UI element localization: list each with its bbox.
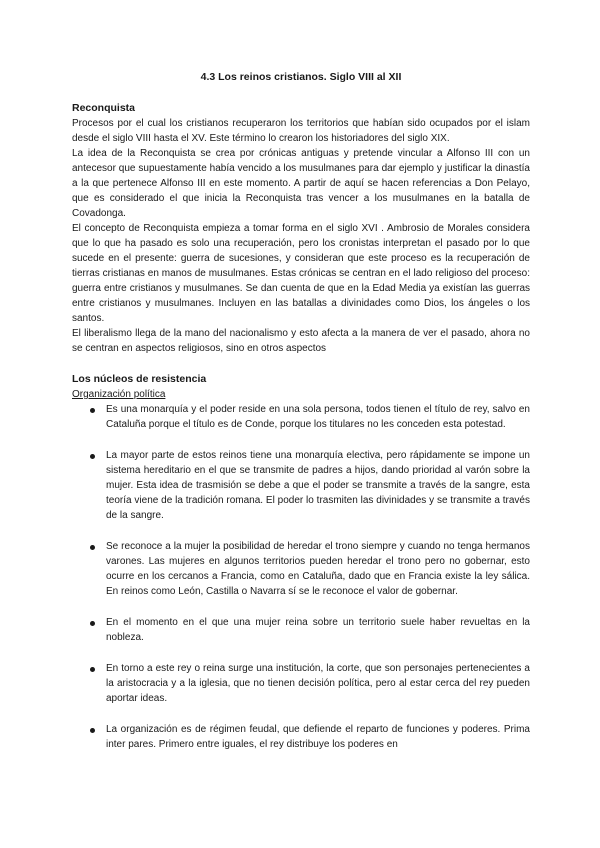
list-item <box>72 615 530 645</box>
bullet-icon <box>90 408 95 413</box>
bullet-list <box>72 402 530 752</box>
subheading-organizacion-politica: Organización política <box>72 389 166 400</box>
bullet-icon <box>90 545 95 550</box>
list-item <box>72 448 530 523</box>
list-item <box>72 661 530 706</box>
document-page <box>72 70 530 768</box>
paragraph: El liberalismo llega de la mano del nacionalismo y esto afecta a la manera de ver el pasado, ahora no se centran en aspectos religiosos, sino en otros aspectos <box>72 328 530 354</box>
list-item <box>72 402 530 432</box>
list-item <box>72 722 530 752</box>
list-item-text: La organización es de régimen feudal, que defiende el reparto de funciones y poderes. Prima inter pares. Primero entre iguales, el rey distribuye los poderes en <box>106 724 530 750</box>
paragraph: Procesos por el cual los cristianos recuperaron los territorios que habían sido ocupados por el islam desde el siglo VIII hasta el XV. Este término lo crearon los historiadores del siglo XIX. <box>72 118 530 144</box>
paragraph: El concepto de Reconquista empieza a tomar forma en el siglo XVI . Ambrosio de Morales considera que lo que ha pasado es solo una recuperación, pero los cronistas interpretan el pasado por lo que sucede en el presente: guerra de sucesiones, y consideran que este proceso es la recuperación de tierras cristianas en manos de musulmanes. Estas crónicas se centran en el lado religioso del proceso: guerra entre cristianos y musulmanes. Se dan cuenta de que en la Edad Media ya existían las guerras entre cristianos y musulmanes. Incluyen en las batallas a divinidades como Dios, los ángeles o los santos. <box>72 223 530 324</box>
bullet-icon <box>90 621 95 626</box>
section-heading-nucleos: Los núcleos de resistencia <box>72 373 207 385</box>
bullet-icon <box>90 728 95 733</box>
list-item-text: Es una monarquía y el poder reside en una sola persona, todos tienen el título de rey, salvo en Cataluña porque el título es de Conde, porque los titulares no les conceden esta potestad. <box>106 404 530 430</box>
list-item <box>72 539 530 599</box>
list-item-text: La mayor parte de estos reinos tiene una monarquía electiva, pero rápidamente se impone un sistema hereditario en el que se transmite de padres a hijos, dando prioridad al varón sobre la mujer. Esta idea de trasmisión se debe a que el poder se transmite a través de la sangre, esta teoría viene de la tradición romana. El poder lo trasmiten las divinidades y se transmite a través de la sangre. <box>106 450 530 521</box>
paragraph: La idea de la Reconquista se crea por crónicas antiguas y pretende vincular a Alfonso III con un antecesor que supuestamente había vencido a los musulmanes para dar ejemplo y justificar la dinastía a la que pertenece Alfonso III en este momento. A partir de aquí se hacen referencias a Don Pelayo, que es considerado el que inicia la Reconquista tras vencer a los musulmanes en la batalla de Covadonga. <box>72 148 530 219</box>
list-item-text: En torno a este rey o reina surge una institución, la corte, que son personajes pertenecientes a la aristocracia y a la iglesia, que no tienen decisión política, pero al estar cerca del rey pueden aportar ideas. <box>106 663 530 704</box>
bullet-icon <box>90 667 95 672</box>
section-heading-reconquista: Reconquista <box>72 102 136 114</box>
list-item-text: Se reconoce a la mujer la posibilidad de heredar el trono siempre y cuando no tenga hermanos varones. Las mujeres en algunos territorios pueden heredar el trono pero no gobernar, esto ocurre en los cercanos a Francia, como en Cataluña, dado que en Francia existe la ley sálica. En reinos como León, Castilla o Navarra sí se le reconoce el valor de gobernar. <box>106 541 530 597</box>
bullet-icon <box>90 454 95 459</box>
list-item-text: En el momento en el que una mujer reina sobre un territorio suele haber revueltas en la nobleza. <box>106 617 530 643</box>
document-title: 4.3 Los reinos cristianos. Siglo VIII al XII <box>200 71 402 83</box>
